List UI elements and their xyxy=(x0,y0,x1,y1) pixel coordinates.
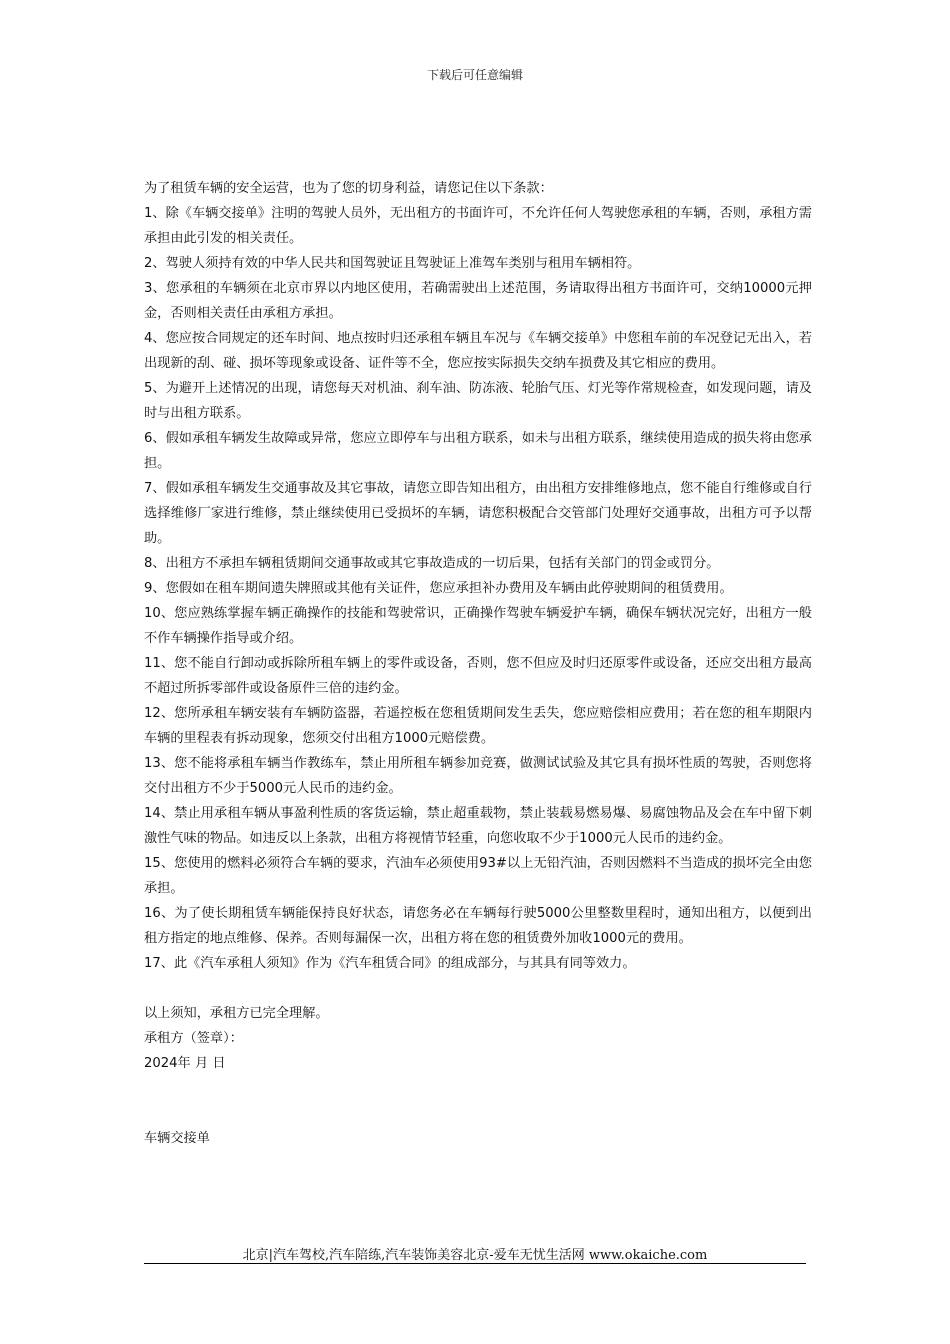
clause-4: 4、您应按合同规定的还车时间、地点按时归还承租车辆且车况与《车辆交接单》中您租车前的车况登记无出入，若出现新的刮、碰、损坏等现象或设备、证件等不全，您应按实际损失交纳车损费及其它相应的费用。 xyxy=(144,331,812,371)
clause-8: 8、出租方不承担车辆租赁期间交通事故或其它事故造成的一切后果，包括有关部门的罚金或罚分。 xyxy=(144,556,720,571)
clause-12: 12、您所承租车辆安装有车辆防盗器，若遥控板在您租赁期间发生丢失，您应赔偿相应费用；若在您的租车期限内车辆的里程表有拆动现象，您须交付出租方1000元赔偿费。 xyxy=(144,706,812,746)
clause-9: 9、您假如在租车期间遗失牌照或其他有关证件，您应承担补办费用及车辆由此停驶期间的租赁费用。 xyxy=(144,581,733,596)
clause-17: 17、此《汽车承租人须知》作为《汽车租赁合同》的组成部分，与其具有同等效力。 xyxy=(144,956,636,971)
clause-10: 10、您应熟练掌握车辆正确操作的技能和驾驶常识，正确操作驾驶车辆爱护车辆，确保车辆状况完好，出租方一般不作车辆操作指导或介绍。 xyxy=(144,606,812,646)
spacer xyxy=(144,976,812,1001)
document-body xyxy=(144,176,812,1151)
next-section-title: 车辆交接单 xyxy=(144,1131,210,1146)
clause-5: 5、为避开上述情况的出现，请您每天对机油、刹车油、防冻液、轮胎气压、灯光等作常规检查，如发现问题，请及时与出租方联系。 xyxy=(144,381,812,421)
clause-7: 7、假如承租车辆发生交通事故及其它事故，请您立即告知出租方，由出租方安排维修地点，您不能自行维修或自行选择维修厂家进行维修，禁止继续使用已受损坏的车辆，请您积极配合交管部门处理好交通事故，出租方可予以帮助。 xyxy=(144,481,812,546)
page-header: 下载后可任意编辑 xyxy=(426,68,523,82)
clause-16: 16、为了使长期租赁车辆能保持良好状态，请您务必在车辆每行驶5000公里整数里程时，通知出租方，以便到出租方指定的地点维修、保养。否则每漏保一次，出租方将在您的租赁费外加收1000元的费用。 xyxy=(144,906,812,946)
clause-13: 13、您不能将承租车辆当作教练车，禁止用所租车辆参加竞赛，做测试试验及其它具有损坏性质的驾驶，否则您将交付出租方不少于5000元人民币的违约金。 xyxy=(144,756,812,796)
date-line: 2024年 月 日 xyxy=(144,1056,226,1071)
clause-3: 3、您承租的车辆须在北京市界以内地区使用，若确需驶出上述范围，务请取得出租方书面许可，交纳10000元押金，否则相关责任由承租方承担。 xyxy=(144,281,812,321)
intro-paragraph: 为了租赁车辆的安全运营，也为了您的切身利益，请您记住以下条款： xyxy=(144,181,553,196)
clause-14: 14、禁止用承租车辆从事盈利性质的客货运输，禁止超重载物，禁止装载易燃易爆、易腐蚀物品及会在车中留下刺激性气味的物品。如违反以上条款，出租方将视情节轻重，向您收取不少于1000元人民币的违约金。 xyxy=(144,806,812,846)
spacer xyxy=(144,1076,812,1126)
footer-text: 北京|汽车驾校,汽车陪练,汽车装饰美容北京-爱车无忧生活网 www.okaiche.com xyxy=(242,1248,708,1263)
clause-11: 11、您不能自行卸动或拆除所租车辆上的零件或设备，否则，您不但应及时归还原零件或设备，还应交出租方最高不超过所拆零部件或设备原件三倍的违约金。 xyxy=(144,656,812,696)
clause-1: 1、除《车辆交接单》注明的驾驶人员外，无出租方的书面许可，不允许任何人驾驶您承租的车辆，否则，承租方需承担由此引发的相关责任。 xyxy=(144,206,812,246)
footer-rule xyxy=(144,1263,806,1264)
signature-label: 承租方（签章）： xyxy=(144,1031,243,1046)
clause-2: 2、驾驶人须持有效的中华人民共和国驾驶证且驾驶证上准驾车类别与租用车辆相符。 xyxy=(144,256,641,271)
acknowledgement-line: 以上须知，承租方已完全理解。 xyxy=(144,1006,329,1021)
clause-6: 6、假如承租车辆发生故障或异常，您应立即停车与出租方联系，如未与出租方联系，继续使用造成的损失将由您承担。 xyxy=(144,431,812,471)
clause-15: 15、您使用的燃料必须符合车辆的要求，汽油车必须使用93#以上无铅汽油，否则因燃料不当造成的损坏完全由您承担。 xyxy=(144,856,812,896)
